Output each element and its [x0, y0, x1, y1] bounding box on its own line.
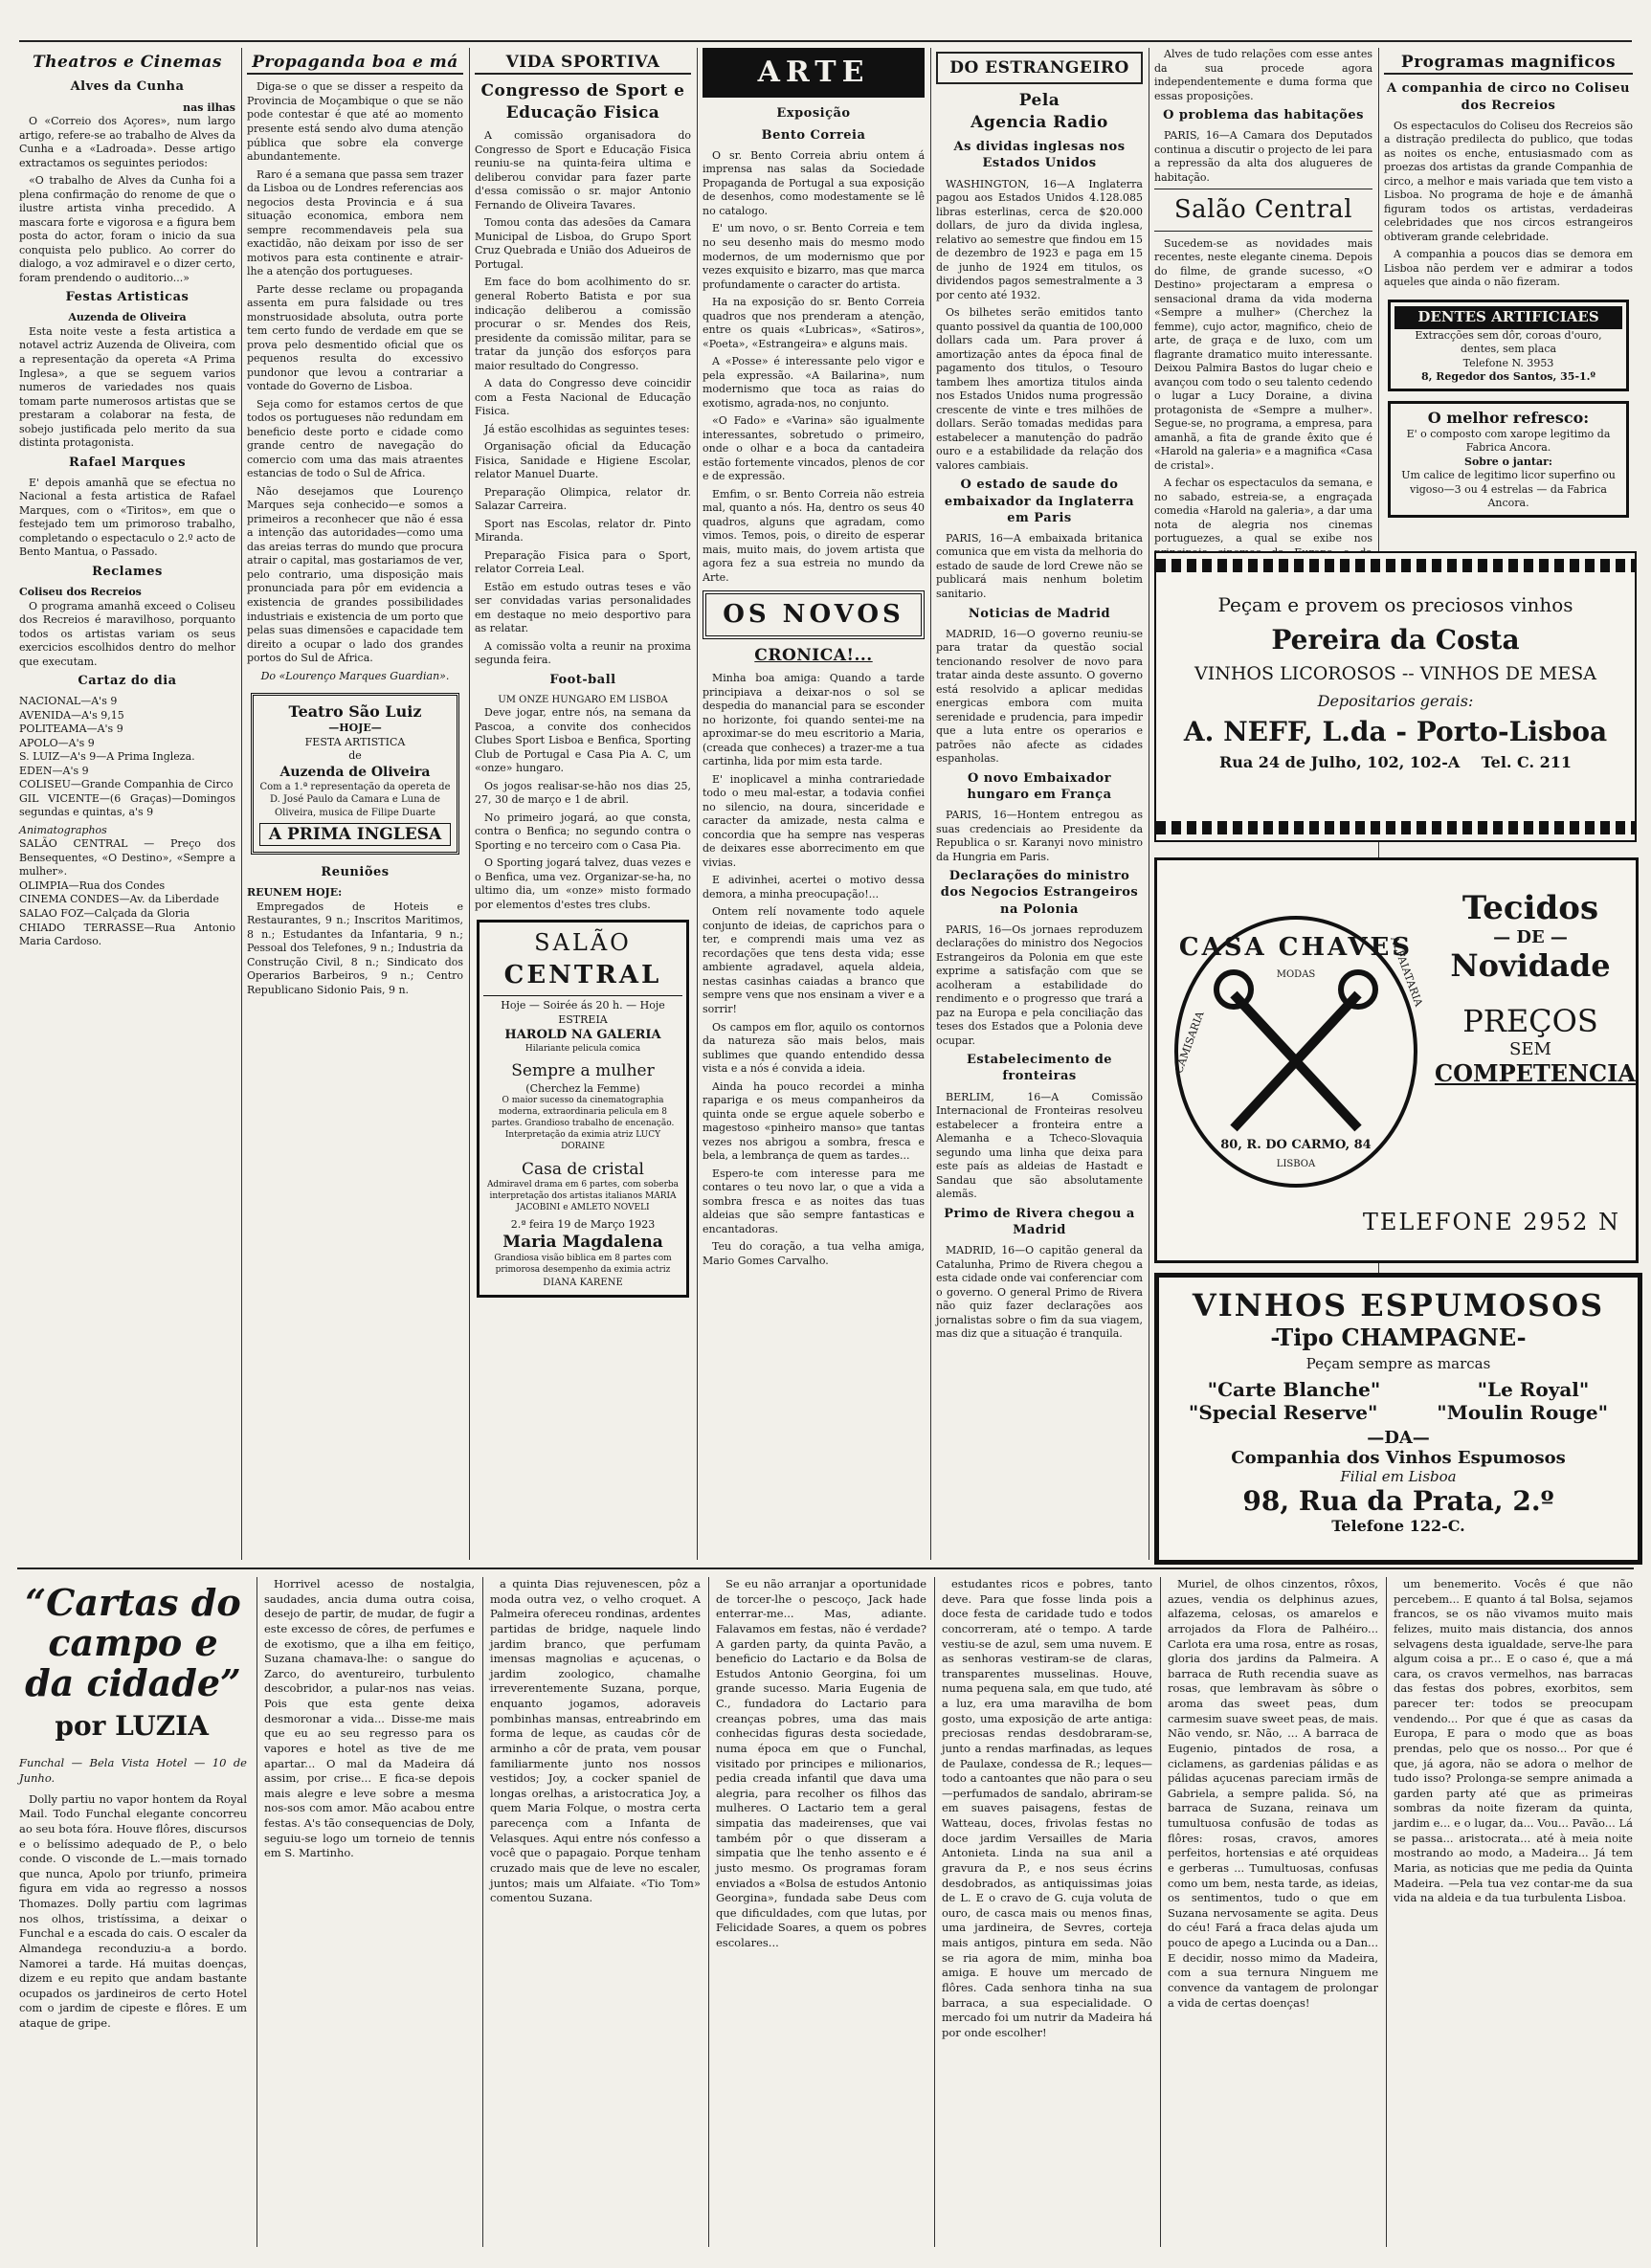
article-text: Diga-se o que se disser a respeito da Provincia de Moçambique o que se não pode contestar é que até ao momento presente está sendo alvo duma atenção pública que sobre ela converge abundantemente.: [247, 80, 463, 164]
ad-line: (Cherchez la Femme): [525, 1081, 640, 1095]
article-heading: CRONICA!...: [754, 645, 873, 665]
article-text: Esta noite veste a festa artistica a notavel actriz Auzenda de Oliveira, com a representação da opereta «A Prima Inglesa», a que se seguem varios numeros de variedades nos quais tomam parte numerosos artistas que se prestaram a colaborar na festa, de sobejo justificada pelo merito da sua distinta protagonista.: [19, 324, 235, 450]
article-text: Em face do bom acolhimento do sr. general Roberto Batista e por sua indicação deliberou a comissão procurar o sr. Mendes dos Reis, presidente da comissão militar, para se tratar da junção dos esforços para maior resultado do Congresso.: [475, 276, 691, 372]
article-text: E adivinhei, acertei o motivo dessa demora, a minha preocupação!...: [703, 874, 925, 901]
vinhos-espumosos-ad: [1154, 1273, 1642, 1565]
section-heading: Programas magnificos: [1384, 52, 1633, 75]
ad-film: HAROLD NA GALERIA: [504, 1028, 661, 1043]
listing-line: AVENIDA—A's 9,15: [19, 708, 124, 722]
salao-central-ad: [477, 920, 689, 1297]
casa-chaves-modas: MODAS: [1276, 969, 1316, 980]
article-text: Os jogos realisar-se-hão nos dias 25, 27, 30 de março e 1 de abril.: [475, 779, 691, 807]
ad-line: PREÇOS: [1462, 1003, 1598, 1039]
ad-line: Filial em Lisboa: [1340, 1468, 1457, 1485]
theatro-sao-luiz-ad: [251, 693, 459, 855]
article-text: Dolly partiu no vapor hontem da Royal Mail. Todo Funchal elegante concorreu ao seu bota fóra. Houve flôres, discursos e o belíssimo adequado de P., o belo conde. O visconde de L.—mais tornado que nunca, Apolo por triunfo, primeira figura em vida ao regresso a nossos Thomazes. Dolly partiu com lagrimas nos olhos, tristíssima, a deixar o Funchal e a escada do cais. O escaler da Almandega reconduziu-a a bordo. Namorei a tarde. Há muitas doenças, dizem e eu repito que andam bastante ocupados os jardineiros de certo Hotel com o jardim de cipeste e flôres. E um ataque de gripe.: [19, 1791, 247, 2031]
article-text: A fechar os espectaculos da semana, e no sabado, estreia-se, a engraçada comedia «Harold na galeria», a dar uma nota de alegria nos cinemas portuguezes, a qual se exibe nos: [1154, 477, 1372, 545]
article-subheading: UM ONZE HUNGARO EM LISBOA: [498, 695, 668, 706]
column-rule: [930, 48, 931, 1560]
article-text: Raro é a semana que passa sem trazer da Lisboa ou de Londres referencias aos negocios desta Provincia e á sua situação economica, embora nem sempre recommendaveis pela sua exactidão, não deixam por isso de ser motivos para esta continente e atrair-lhe a atenção dos portugueses.: [247, 167, 463, 278]
cartas-col-5: [942, 1577, 1152, 2247]
ad-mark: "Carte Blanche": [1207, 1378, 1381, 1401]
ad-marks-row: [1159, 1378, 1638, 1401]
article-signature: Teu do coração, a tua velha amiga, Mario Gomes Carvalho.: [703, 1240, 925, 1267]
ad-address: Rua 24 de Julho, 102, 102-A: [1218, 753, 1461, 771]
casa-chaves-ad: [1154, 857, 1639, 1263]
refresco-ad: [1388, 401, 1629, 518]
article-heading: Pela: [1018, 91, 1060, 111]
column-rule: [934, 1577, 935, 2247]
article-text: Estão em estudo outras teses e vão ser convidadas varias personalidades em destaque no meio desportivo para as relatar.: [475, 580, 691, 635]
article-text: Muriel, de olhos cinzentos, rôxos, azues, vendia os delphinus azues, alfazema, celosas, os amarelos e arrojados da Flora de Palhéiro... Carlota era uma rosa, entre as rosas, gloria dos jardins da Palmeira. A barraca de Ruth recendia suave as rosas, que lembravam às sôbre o aroma das sweet peas, dum carmesim suave sweet peas, de mais. Não vendo, sr. Não, ... A barraca de Eugenio, pintados de rosa, a ciclamens, as gardenias pálidas e as pálidas açucenas pareciam irmãs de Gabriela, a sempre palida. Só, na barraca de Suzana, reinava um tumultuosa confusão de todas as flôres: rosas, cravos, amores perfeitos, hortensias e até orquideas e gerberas ... Tumultuosas, confusas como um bem, nesta tarde, as ideias, os sentimentos, tudo o que em Suzana nervosamente se agita. Deus do céu! Fará a fraca delas ajuda um pouco de apego a Lucinda ou a Dan... E decidir, nosso mimo da Madeira, com a sua ternura Ninguem me convence da vantagem de prolongar a vida de certas doenças!: [1168, 1577, 1378, 2010]
ad-marks-row: [1159, 1401, 1638, 1424]
article-heading: Reclames: [92, 564, 163, 579]
ad-line: E' o composto com xarope legitimo da Fabrica Ancora.: [1406, 427, 1611, 455]
article-text: MADRID, 16—O capitão general da Catalunha, Primo de Rivera chegou a esta cidade onde vai conferenciar com o governo. O general Primo de Rivera não quiz fazer declarações aos jornalistas sobre o fim da sua viagem, mas diz que a situação é tranquila.: [936, 1244, 1143, 1341]
article-text: Os espectaculos do Coliseu dos Recreios são a distração predilecta do publico, que todas as noites os enche, entusiasmado com as proezas dos artistas da grande Companhia de circo, a melhor e mais variada que tem visto a Lisboa. No programa de hoje e de ámanhã figuram todos os artistas, verdadeiras celebridades que nos circos estrangeiros obtiveram grande celebridade.: [1384, 119, 1633, 243]
column-rule: [482, 1577, 483, 2247]
article-heading: Estabelecimento de fronteiras: [966, 1053, 1113, 1084]
cartas-dateline: Funchal — Bela Vista Hotel — 10 de Junho.: [19, 1756, 247, 1786]
section-heading: VIDA SPORTIVA: [475, 52, 691, 75]
ad-film: Casa de cristal: [522, 1159, 644, 1179]
listing-line: S. LUIZ—A's 9—A Prima Ingleza.: [19, 750, 195, 764]
ad-line: Auzenda de Oliveira: [279, 764, 431, 780]
article-heading: Bento Correia: [761, 127, 866, 143]
article-heading: A companhia de circo no Coliseu dos Recreios: [1386, 81, 1631, 113]
ad-line: —DA—: [1367, 1428, 1430, 1448]
article-subheading: Coliseu dos Recreios: [19, 586, 142, 599]
article-text: E' um novo, o sr. Bento Correia e tem no seu desenho mais do mesmo modo modernos, de um modernismo que por vezes exquisito e bizarro, mas que marca profundamente o caracter do artista.: [703, 222, 925, 291]
ad-line: Extracções sem dôr, coroas d'ouro, dentes, sem placa: [1415, 328, 1602, 356]
cartas-title: “Cartas do campo e da cidade”: [25, 1581, 241, 1704]
article-text: Seja como for estamos certos de que todos os portugueses não redundam em beneficio deste porto e cidade como grande centro de navegação do comercio com uma das mais atraentes estancias de todo o Sul de Africa.: [247, 397, 463, 480]
cartas-col-3: [490, 1577, 701, 2247]
article-subheading: Auzenda de Oliveira: [68, 311, 187, 324]
chain-border: [1156, 821, 1635, 834]
ad-mark: "Special Reserve": [1188, 1401, 1378, 1424]
ad-line: Sobre o jantar:: [1464, 455, 1552, 468]
ad-line: COMPETENCIA: [1435, 1059, 1636, 1087]
ad-line: Admiravel drama em 6 partes, com soberba interpretação dos artistas italianos MARIA JACOBINI e AMLETO NOVELI: [486, 1180, 680, 1212]
column-rule: [241, 48, 242, 1560]
ad-line: DIANA KARENE: [543, 1277, 623, 1288]
cartas-col-4: [716, 1577, 926, 2247]
ad-mark: "Le Royal": [1477, 1378, 1590, 1401]
article-heading: Agencia Radio: [971, 112, 1108, 132]
column-habitacoes: [1154, 48, 1372, 545]
article-text: Empregados de Hoteis e Restaurantes, 9 n.; Inscritos Maritimos, 8 n.; Estudantes da Infantaria, 9 n.; Pessoal dos Telefones, 9 n.; Industria da Construção Civil, 8 n.; Sindicato dos Operarios Barbeiros, 9 n.; Centro Republicano Sidonio Pais, 9 n.: [247, 900, 463, 996]
ad-line: Peçam e provem os preciosos vinhos: [1217, 593, 1573, 616]
article-text: Sport nas Escolas, relator dr. Pinto Miranda.: [475, 517, 691, 545]
article-text: O «Correio dos Açores», num largo artigo, refere-se ao trabalho de Alves da Cunha e a «Ladroada». Desse artigo extractamos os seguintes periodos:: [19, 115, 235, 169]
ad-film: Sempre a mulher: [511, 1061, 655, 1081]
article-text: Os bilhetes serão emitidos tanto quanto possivel da quantia de 100,000 dollars cada um. Para prover á amortização antes da época final de pagamento dos titulos, o Tesouro tambem lhes amortiza titulos ainda nos Estados Unidos numa progressão crescente de vinte e tres milhões de dollars. Serão tomadas medidas para estabelecer a manutenção do padrão ouro e a estabilidade da relação dos valores cambiais.: [936, 306, 1143, 472]
ad-line: Um calice de legitimo licor superfino ou vigoso—3 ou 4 estrelas — da Fabrica Ancora.: [1401, 469, 1616, 510]
casa-chaves-phone: TELEFONE 2952 N: [1362, 1209, 1620, 1235]
listing-subheading: Animatographos: [19, 823, 107, 836]
cartas-col-2: [264, 1577, 475, 2247]
article-text: A companhia a poucos dias se demora em Lisboa não perdem ver e admirar a todos aqueles que ainda o não fizeram.: [1384, 248, 1633, 289]
article-text: Os campos em flor, aquilo os contornos da natureza são mais belos, mais sublimes que quando entendido dessa vista e a nós é convida a ideia.: [703, 1020, 925, 1076]
dentes-ad: [1388, 300, 1629, 391]
casa-chaves-camisaria: CAMISARIA: [1172, 1010, 1207, 1076]
article-heading: Noticias de Madrid: [968, 606, 1111, 621]
article-text: Organisação oficial da Educação Fisica, Sanidade e Higiene Escolar, relator Manuel Duarte.: [475, 440, 691, 481]
article-text: estudantes ricos e pobres, tanto deve. Para que fosse linda pois a doce festa de caridade tudo e todos concorreram, até o tempo. A tarde vestiu-se de azul, sem uma nuvem. E as senhoras vestiram-se de claras, transparentes musselinas. Houve, numa pequena sala, em que tudo, até a luz, era uma maravilha de bom gosto, uma exposição de arte antiga: preciosas rendas desdobraram-se, junto a rendas marfinadas, as leques de Paulaxe, condessa de R.; leques—todo a cantoantes que não para o seu—perfumados de sandalo, abriram-se em suaves paisagens, festas de Watteau, doces, frivolas festas no doce jardim Versailles de Maria Antonieta. Linda na sua anil a gravura da P., e nos seus écrins desdobrados, as antiquissimas joias de L. E o cravo de G. cuja voluta de ouro, de casca mais ou menos finas, uma jardineira, de Sevres, corteja mais antigos, pintura em seda. Não se ria agora de mim, minha boa amiga. E houve um mercado de flôres. Cada senhora tinha na sua barraca, a sua especialidade. O mercado foi um nutrir da Madeira há por onde escolher!: [942, 1577, 1152, 2039]
casa-chaves-alfaiataria: ALFAIATARIA: [1388, 934, 1425, 1009]
chain-border: [1156, 559, 1635, 572]
column-propaganda: [247, 48, 463, 1560]
article-text: Alves de tudo relações com esse antes da sua procede agora independentemente e duma forma que essas proposições.: [1154, 48, 1372, 102]
article-heading: Primo de Rivera chegou a Madrid: [944, 1206, 1135, 1237]
ad-line: — DE —: [1493, 927, 1568, 947]
article-text: BERLIM, 16—A Comissão Internacional de Fronteiras resolveu estabelecer a fronteira entre a Alemanha e a Tcheco-Slovaquia segundo uma linha que deixa para este país as aldeias de Hastadt e Sandau que são absolutamente alemãs.: [936, 1090, 1143, 1201]
section-heading: OS NOVOS: [703, 590, 925, 638]
article-text: O Sporting jogará talvez, duas vezes e o Benfica, uma vez. Organizar-se-ha, no ultimo dia, um «onze» misto formado por elementos d'estes tres clubs.: [475, 856, 691, 911]
ad-title: Teatro São Luiz: [288, 702, 422, 722]
section-heading: Theatros e Cinemas: [33, 53, 222, 72]
article-text: PARIS, 16—Os jornaes reproduzem declarações do ministro dos Negocios Estrangeiros da Polonia em que este exprime a satisfação com que se acolheram a estabilidade do rendimento e o progresso que trará a paz na Europa e pela conciliação das teses dos Estados que a Polonia deve ocupar.: [936, 923, 1143, 1047]
article-heading: As dividas inglesas nos Estados Unidos: [953, 140, 1126, 171]
article-heading: Rafael Marques: [68, 455, 187, 470]
ad-title: DENTES ARTIFICIAES: [1394, 306, 1622, 329]
ad-film: Maria Magdalena: [502, 1233, 663, 1253]
listing-line: COLISEU—Grande Companhia de Circo: [19, 778, 234, 791]
article-text: PARIS, 16—Hontem entregou as suas credenciais ao Presidente da Republica o sr. Karanyi novo ministro da Hungria em Paris.: [936, 809, 1143, 863]
ad-line: Com a 1.ª representação da opereta de D. José Paulo da Camara e Luna de Oliveira, musica de Filipe Duarte: [259, 782, 451, 818]
article-text: Não desejamos que Lourenço Marques seja conhecido—e somos a primeiros a reconhecer que não é essa a intenção das autoridades—como uma das areias terras do mundo que procura atrair o capital, mas gostariamos de ver, pelo contrario, uma disposição mais pronunciada para pôr em evidencia a existencia de grandes possibilidades industriais e existencia de um porto que pelas suas dimensões e capacidade tem direito a ocupar o lado dos grandes portos do Sul de Africa.: [247, 484, 463, 665]
article-text: Emfim, o sr. Bento Correia não estreia mal, quanto a nós. Ha, dentro os seus 40 quadros, alguns que agradam, como vimos. Temos, pois, o direito de esperar mais, muito mais, do jovem artista que agora fez a sua estreia no mundo da Arte.: [703, 487, 925, 584]
section-heading: Propaganda boa e má: [247, 52, 463, 75]
ad-line: A. NEFF, L.da - Porto-Lisboa: [1183, 716, 1608, 747]
article-text: um benemerito. Vocês é que não percebem... E quanto á tal Bolsa, sejamos francos, se os não vivamos muito mais felizes, muito mais distancia, dos annos selvagens desta igualdade, serve-lhe para algum coisa a pr... E o caso é, que a má cara, os cravos vermelhos, nas barracas das festas dos pobres, exorbitos, sem parecer ter: todos se preocupam vendendo... Por que é que as casas da Europa, E para o modo que as boas prendas, pelo que os nosso... Por que é que, já agora, não se adora o melhor de tudo isso? Prolonga-se sempre animada a garden party até que as primeiras sombras da noite fizeram da quinta, jardim e... e o lugar, da... Vou... Pavão... Lá se passa... aristocrata... até à meia noite mostrando ao modo, a Madeira... Já tem Maria, as noticias que me pedia da Quinta Madeira. —Pela tua vez contar-me da sua vida na aldeia e da tua turbulenta Lisboa.: [1394, 1577, 1633, 1905]
article-heading: Declarações do ministro dos Negocios Estrangeiros na Polonia: [940, 869, 1139, 917]
listing-line: SALÃO CENTRAL — Preço dos Bensequentes, «O Destino», «Sempre a mulher».: [19, 837, 235, 878]
article-text: «O trabalho de Alves da Cunha foi a plena confirmação do renome de que o ilustre artista vinha precedido. A mascara forte e vigorosa e a figura bem posta do actor, foram o inicio da sua conquista pelo publico. Ao correr do dialogo, a voz admiravel e o dizer certo, foram prendendo o auditorio...»: [19, 174, 235, 284]
article-text: Preparação Olimpica, relator dr. Salazar Carreira.: [475, 485, 691, 513]
vinhos-pereira-ad: [1154, 551, 1637, 842]
listing-line: APOLO—A's 9: [19, 736, 95, 749]
ad-title: SALÃO: [534, 929, 632, 957]
article-signature: Do «Lourenço Marques Guardian».: [260, 669, 450, 682]
listing-line: EDEN—A's 9: [19, 764, 89, 777]
article-heading: Congresso de Sport e Educação Fisica: [480, 81, 685, 122]
cartas-col-6: [1168, 1577, 1378, 2247]
casa-chaves-text: [1435, 889, 1636, 1087]
ad-title: O melhor refresco:: [1427, 408, 1590, 427]
ad-line: Telefone N. 3953: [1462, 356, 1554, 369]
ad-line: Tecidos: [1461, 889, 1599, 927]
article-text: Ainda ha pouco recordei a minha rapariga e os meus companheiros da quinta onde se ergue aquele soberbo e magestoso «pinheiro manso» que tantas vezes nos abrigou a sombra, fresca e bela, a lembrança de quem as tardes...: [703, 1079, 925, 1163]
article-text: PARIS, 16—A embaixada britanica comunica que em vista da melhoria do estado de saude de lord Crewe não se publicará mais nenhum boletim sanitario.: [936, 531, 1143, 600]
ad-line: VINHOS LICOROSOS -- VINHOS DE MESA: [1194, 663, 1596, 684]
article-text: MADRID, 16—O governo reuniu-se para tratar da questão social tencionando resolver de novo para tratar ainda deste assunto. O governo está resolvido a aplicar medidas energicas embora com muita serenidade e prudencia, para impedir que a luta entre os operarios e patrões não afecte as cidades espanholas.: [936, 627, 1143, 766]
article-text: E' depois amanhã que se efectua no Nacional a festa artistica de Rafael Marques, com o «Tiritos», em que o festejado tem um primoroso trabalho, completando o espectaculo o 2.º acto de Bento Mantua, o Passado.: [19, 476, 235, 559]
listing-line: GIL VICENTE—(6 Graças)—Domingos segundas e quintas, a's 9: [19, 791, 235, 819]
article-text: A data do Congresso deve coincidir com a Festa Nacional de Educação Fisica.: [475, 377, 691, 418]
article-text: Espero-te com interesse para me contares o teu novo lar, o que a vida a sombra fresca e as noites das tuas aldeias que são sempre fantasticas e encantadoras.: [703, 1167, 925, 1235]
column-programas: [1384, 48, 1633, 545]
ad-line: O maior sucesso da cinematographia moderna, extraordinaria pelicula em 8 partes. Grandioso trabalho de encenação. Interpretação da eximia atriz LUCY DORAINE: [491, 1096, 675, 1151]
article-heading: Reuniões: [321, 865, 390, 880]
column-rule: [708, 1577, 709, 2247]
article-text: E' inoplicavel a minha contrariedade todo o meu mal-estar, a todavia confiei no silencio, na doura, sinceridade e caracter da amizade, nesta calma e concordia que ha sempre nas vesperas de deixares esse aborrecimento em que vivias.: [703, 772, 925, 869]
column-rule: [697, 48, 698, 1560]
ad-line: Hilariante pelicula comica: [524, 1043, 641, 1054]
ad-line: Peçam sempre as marcas: [1305, 1355, 1491, 1372]
article-heading: Cartaz do dia: [78, 674, 177, 689]
listing-line: CINEMA CONDES—Av. da Liberdade: [19, 893, 219, 906]
ad-line: Hoje — Soirée ás 20 h. — Hoje: [483, 995, 682, 1013]
article-heading: Festas Artisticas: [65, 290, 190, 305]
article-text: A «Posse» é interessante pelo vigor e pela expressão. «A Bailarina», num modernismo que toca as raias do exotismo, agrada-nos, no conjunto.: [703, 355, 925, 410]
ad-title: Pereira da Costa: [1271, 624, 1520, 656]
ad-line: Novidade: [1450, 947, 1611, 984]
cartas-col-1: [19, 1577, 247, 2247]
ad-line: A PRIMA INGLESA: [259, 823, 451, 846]
article-text: A comissão organisadora do Congresso de Sport e Educação Fisica reuniu-se na quinta-feira ultima e deliberou convidar para fazer parte d'essa comissão o sr. major Antonio Fernando de Oliveira Tavares.: [475, 129, 691, 211]
article-heading: Foot-ball: [549, 672, 616, 687]
article-subheading: nas ilhas: [183, 100, 235, 114]
article-text: A comissão volta a reunir na proxima segunda feira.: [475, 639, 691, 667]
ad-line: FESTA ARTISTICA: [304, 735, 406, 748]
ad-line: ESTREIA: [558, 1012, 608, 1026]
listing-line: NACIONAL—A's 9: [19, 695, 118, 708]
article-text: Ha na exposição do sr. Bento Correia quadros que nos prenderam a atenção, entre os quais «Lubricas», «Satiros», «Poeta», «Estrangeira» e alguns mais.: [703, 296, 925, 350]
ad-phone: Tel. C. 211: [1481, 753, 1573, 771]
article-text: PARIS, 16—A Camara dos Deputados continua a discutir o projecto de lei para a repressão da alta dos alugueres de habitação.: [1154, 129, 1372, 184]
ad-line: 98, Rua da Prata, 2.º: [1242, 1485, 1554, 1517]
casa-chaves-emblem: [1167, 908, 1425, 1195]
article-heading: O novo Embaixador hungaro em França: [967, 770, 1112, 802]
listing-line: SALAO FOZ—Calçada da Gloria: [19, 907, 190, 920]
ad-line: Depositarios gerais:: [1317, 692, 1474, 710]
column-rule: [1386, 1577, 1387, 2247]
ad-line: -Tipo CHAMPAGNE-: [1270, 1323, 1527, 1351]
ad-line: de: [348, 749, 362, 763]
column-theatros: [19, 48, 235, 1560]
article-heading: O problema das habitações: [1163, 108, 1364, 123]
article-heading: O estado de saude do embaixador da Inglaterra em Paris: [944, 478, 1135, 525]
article-text: a quinta Dias rejuvenescen, pôz a moda outra vez, o velho croquet. A Palmeira ofereceu rondinas, ardentes partidas de bridge, naquele lindo jardim branco, que perfumam imensas magnolias e açucenas, o jardim zoologico, chamalhe irreverentemente Suzana, porque, enquanto jogamos, adoraveis pombinhas mansas, entreabrindo em forma de leque, as caudas côr de arminho a côr de prata, vem pousar familiarmente junto nos nossos vestidos; Joy, a cocker spaniel de longas orelhas, a aristocratica Joy, a quem Maria Folque, o mostra certa parecença com a Infanta de Velasques. Aqui entre nós confesso a você que o papagaio. Porque tenham cruzado mais que de leve no escaler, juntos; mais um Alfaiate. «Tio Tom» comentou Suzana.: [490, 1577, 701, 1905]
listing-line: OLIMPIA—Rua dos Condes: [19, 878, 166, 892]
article-heading: Alves da Cunha: [70, 79, 185, 95]
ad-line: Grandiosa visão biblica em 8 partes com primorosa desempenho da eximia actriz: [494, 1253, 672, 1275]
section-rule: [17, 1568, 1634, 1569]
article-text: Horrivel acesso de nostalgia, saudades, ancia duma outra coisa, desejo de partir, de mudar, de fugir a este excesso de côres, de perfumes e de exotismo, que a ilha em feitiço, Suzana chamava-lhe: o sangue do Zarco, do aventureiro, turbulento descobridor, a pular-nos nas veias. Pois que esta gente deixa desmoronar a vida... Disse-me mais que eu ao seu regresso para os vapores e hotel as tive de me apartar... O mal da Madeira dá assim, por crise... E fica-se depois mais alegre e leve sobre a mesma nos-sos com amor. Mão acabou entre festas. A's tão consequencias de Doly, seguiu-se logo um torneio de tennis em S. Martinho.: [264, 1577, 475, 1860]
article-text: WASHINGTON, 16—A Inglaterra pagou aos Estados Unidos 4.128.085 libras esterlinas, cerca de $20.000 dollars, de juro da divida inglesa, relativo ao semestre que findou em 15 de dezembro de 1923 e paga em 15 de junho de 1924 em titulos, os dividendos pagos semestralmente a 3 por cento até 1932.: [936, 177, 1143, 301]
masthead-rule: [19, 40, 1632, 42]
listing-line: CHIADO TERRASSE—Rua Antonio Maria Cardoso.: [19, 921, 235, 948]
article-text: Sucedem-se as novidades mais recentes, neste elegante cinema. Depois do filme, de grande sucesso, «O Destino» projectaram a empresa o sensacional drama da vida moderna «Sempre a mulher» (Cherchez la femme), cujo actor, magnifico, cheio de arte, de graça e de luxo, com um flagrante dramatico muito interessante. Deixou Palmira Bastos do lugar cheio e avançou com todo o seu talento cedendo o lugar a Lucy Doraine, a divina protagonista de «Sempre a mulher». Segue-se, no programa, a empresa, para amanhã, a fita de grande êxito que é «Harold na galeria» e a magnifica «Casa de cristal».: [1154, 236, 1372, 472]
ad-line: —HOJE—: [328, 722, 382, 735]
column-vida-sportiva: [475, 48, 691, 1560]
article-text: Parte desse reclame ou propaganda assenta em pura falsidade ou tres monstruosidade absoluta, outra porte tem certo fundo de verdade em que se prova pelo desmentido oficial que os pequenos resulta do excessivo pundonor que levou a contrariar a vontade do Governo de Lisboa.: [247, 282, 463, 393]
casa-chaves-name: CASA CHAVES: [1178, 933, 1414, 962]
article-heading: Exposição: [776, 105, 851, 121]
ad-line: [1156, 753, 1635, 771]
section-heading: ARTE: [703, 48, 925, 98]
article-text: Deve jogar, entre nós, na semana da Pascoa, a convite dos conhecidos Clubes Sport Lisboa e Benfica, Sporting Club de Portugal e Casa Pia A. C, um «onze» hungaro.: [475, 706, 691, 775]
article-subheading: REUNEM HOJE:: [247, 886, 343, 900]
article-text: Preparação Fisica para o Sport, relator Correia Leal.: [475, 548, 691, 576]
listing-line: POLITEAMA—A's 9: [19, 723, 123, 736]
article-text: Já estão escolhidas as seguintes teses:: [484, 422, 690, 435]
column-arte: [703, 48, 925, 1560]
ad-title: CENTRAL: [503, 961, 662, 990]
ad-line: 2.ª feira 19 de Março 1923: [510, 1217, 656, 1231]
column-estrangeiro: [936, 48, 1143, 1560]
ad-title: VINHOS ESPUMOSOS: [1192, 1287, 1605, 1323]
article-text: O programa amanhã exceed o Coliseu dos Recreios é maravilhoso, porquanto todos os artistas variam os seus exercicios escolhidos dentro do melhor que executam.: [19, 599, 235, 668]
ad-line: Companhia dos Vinhos Espumosos: [1231, 1448, 1566, 1468]
article-text: Minha boa amiga: Quando a tarde principiava a deixar-nos o sol se despedia do manancial para se esconder no horizonte, foi quando sentei-me na aproximar-se do meu escritorio a Maria, (creada que conheces) a trazer-me a tua cartinha, lida por mim esta tarde.: [703, 672, 925, 768]
cartas-col-7: [1394, 1577, 1633, 2247]
casa-chaves-city: LISBOA: [1276, 1159, 1316, 1169]
article-text: Tomou conta das adesões da Camara Municipal de Lisboa, do Grupo Sport Cruz Quebrada e União dos Adueiros de Portugal.: [475, 216, 691, 271]
column-rule: [469, 48, 470, 1560]
article-text: Ontem relí novamente todo aquele conjunto de ideias, de caprichos para o ter, e comprendi mais uma vez as recordações que tens desta vida; esse ambiente agradavel, aquela aldeia, nestas casinhas caiadas a branco que sempre vens que nos ensinam a viver e a sorrir!: [703, 905, 925, 1015]
article-heading: Salão Central: [1154, 189, 1372, 231]
casa-chaves-address: 80, R. DO CARMO, 84: [1220, 1138, 1372, 1152]
article-text: O sr. Bento Correia abriu ontem á imprensa nas salas da Sociedade Propaganda de Portugal a sua exposição de desenhos, como modestamente se lê no catalogo.: [703, 148, 925, 217]
ad-line: 8, Regedor dos Santos, 35-1.º: [1420, 370, 1596, 384]
article-text: Se eu não arranjar a oportunidade de torcer-lhe o pescoço, Jack hade enterrar-me... Mas, adiante. Falavamos em festas, não é verdade? A garden party, da quinta Pavão, a beneficio do Lactario e da Bolsa de Estudos Antonio Georgina, foi um grande sucesso. Maria Eugenia de C., fundadora do Lactario para creanças pobres, uma das mais conhecidas figuras desta sociedade, numa época em que o Funchal, visitado por principes e milionarios, pedia creada infantil que dava uma alegria, para recolher os filhos das mulheres. O Lactario tem a geral simpatia das madeirenses, que vai também pôr o que disseram a simpatia que lhe tenho assento e é justo mesmo. Os programas foram enviados a «Bolsa de estudos Antonio Georgina», fundada sabe Deus com que dificuldades, com que lutas, por Felicidade Soares, a quem os pobres escolares...: [716, 1577, 926, 1949]
ad-line: Telefone 122-C.: [1331, 1517, 1465, 1535]
ad-mark: "Moulin Rouge": [1437, 1401, 1609, 1424]
section-heading: DO ESTRANGEIRO: [936, 52, 1143, 84]
article-text: «O Fado» e «Varina» são igualmente interessantes, sobretudo o primeiro, onde o olhar e a boca da cantadeira estão fortemente vincados, plenos de cor e de expressão.: [703, 414, 925, 483]
column-rule: [1160, 1577, 1161, 2247]
cartas-byline: por LUZIA: [55, 1710, 209, 1743]
ad-line: SEM: [1509, 1039, 1551, 1059]
article-text: No primeiro jogará, ao que consta, contra o Benfica; no segundo contra o Sporting e no terceiro com o Casa Pia.: [475, 811, 691, 852]
